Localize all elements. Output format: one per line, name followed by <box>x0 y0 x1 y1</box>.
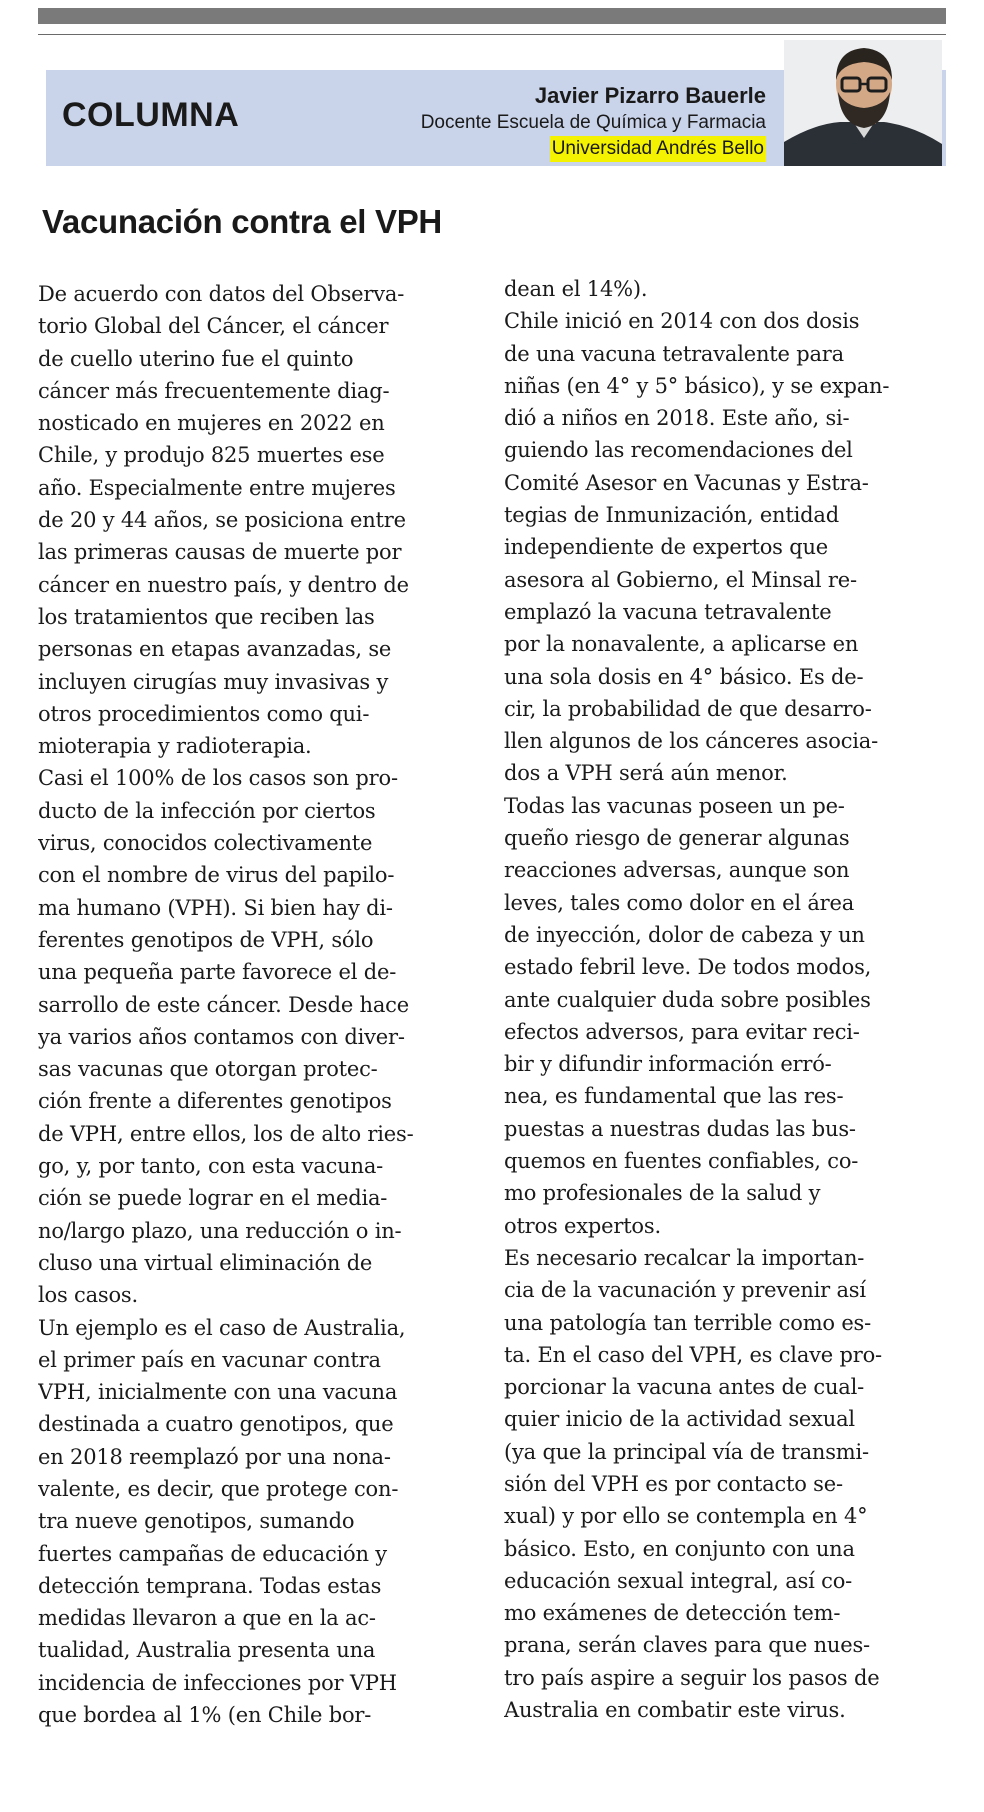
article-text-line: por la nonavalente, a aplicarse en <box>504 632 859 657</box>
article-text-line: Casi el 100% de los casos son pro- <box>38 766 398 791</box>
article-text-line: mo profesionales de la salud y <box>504 1181 821 1206</box>
article-text-line: en 2018 reemplazó por una nona- <box>38 1444 391 1469</box>
article-text-line: Comité Asesor en Vacunas y Estra- <box>504 470 869 495</box>
article-column-right <box>504 273 944 1726</box>
article-headline: Vacunación contra el VPH <box>42 203 442 240</box>
article-text-line: porcionar la vacuna antes de cual- <box>504 1375 865 1400</box>
article-text-line: Todas las vacunas poseen un pe- <box>504 793 845 818</box>
author-byline <box>421 82 766 162</box>
article-text-line: llen algunos de los cánceres asocia- <box>504 729 878 754</box>
article-text-line: Chile inició en 2014 con dos dosis <box>504 309 860 334</box>
article-text-line: incidencia de infecciones por VPH <box>38 1670 397 1695</box>
article-text-line: otros expertos. <box>504 1213 661 1238</box>
article-text-line: sas vacunas que otorgan protec- <box>38 1057 378 1082</box>
article-text-line: cia de la vacunación y prevenir así <box>504 1278 866 1303</box>
article-text-line: Chile, y produjo 825 muertes ese <box>38 443 385 468</box>
article-text-line: de inyección, dolor de cabeza y un <box>504 922 865 947</box>
article-text-line: nea, es fundamental que las res- <box>504 1084 844 1109</box>
article-text-line: Australia en combatir este virus. <box>504 1698 846 1723</box>
article-text-line: bir y difundir información erró- <box>504 1052 832 1077</box>
article-text-line: de cuello uterino fue el quinto <box>38 346 354 371</box>
article-text-line: una patología tan terrible como es- <box>504 1310 872 1335</box>
article-text-line: reacciones adversas, aunque son <box>504 858 850 883</box>
article-text-line: con el nombre de virus del papilo- <box>38 863 395 888</box>
article-text-line: dean el 14%). <box>504 277 648 301</box>
article-text-line: no/largo plazo, una reducción o in- <box>38 1218 402 1243</box>
article-text-line: prana, serán claves para que nues- <box>504 1633 870 1658</box>
article-text-line: una pequeña parte favorece el de- <box>38 960 397 985</box>
article-text-line: cáncer más frecuentemente diag- <box>38 378 390 403</box>
article-text-line: de una vacuna tetravalente para <box>504 341 844 366</box>
author-portrait <box>784 40 942 166</box>
author-role: Docente Escuela de Química y Farmacia <box>420 112 766 133</box>
article-text-line: educación sexual integral, así co- <box>504 1568 853 1593</box>
article-text-line: puestas a nuestras dudas las bus- <box>504 1116 856 1141</box>
article-text-line: cluso una virtual eliminación de <box>38 1250 373 1275</box>
author-portrait-illustration <box>784 40 942 166</box>
article-text-line: de 20 y 44 años, se posiciona entre <box>38 508 406 533</box>
article-text-line: De acuerdo con datos del Observa- <box>38 282 405 306</box>
article-text-line: ante cualquier duda sobre posibles <box>504 987 871 1012</box>
article-text-line: guiendo las recomendaciones del <box>504 438 853 463</box>
article-text-line: detección temprana. Todas estas <box>38 1573 382 1598</box>
article-text-line: Un ejemplo es el caso de Australia, <box>38 1315 406 1340</box>
section-label: COLUMNA <box>62 96 240 134</box>
author-name: Javier Pizarro Bauerle <box>534 83 766 108</box>
article-text-line: ducto de la infección por ciertos <box>38 798 376 823</box>
article-text-line: mo exámenes de detección tem- <box>504 1601 841 1626</box>
article-text-line: go, y, por tanto, con esta vacuna- <box>38 1154 384 1179</box>
article-text-line: sión del VPH es por contacto se- <box>504 1471 843 1496</box>
article-text-line: ta. En el caso del VPH, es clave pro- <box>504 1342 882 1367</box>
article-text-line: emplazó la vacuna tetravalente <box>504 599 832 624</box>
article-text-line: mioterapia y radioterapia. <box>38 734 312 759</box>
article-text-line: independiente de expertos que <box>504 535 829 560</box>
article-text-line: efectos adversos, para evitar reci- <box>504 1019 860 1044</box>
article-text-line: cir, la probabilidad de que desarro- <box>504 696 872 721</box>
article-text-line: dió a niños en 2018. Este año, si- <box>504 406 850 431</box>
article-text-line: las primeras causas de muerte por <box>38 540 402 565</box>
article-text-line: básico. Esto, en conjunto con una <box>504 1536 855 1561</box>
article-text-line: torio Global del Cáncer, el cáncer <box>38 314 389 339</box>
article-text-line: VPH, inicialmente con una vacuna <box>38 1380 398 1405</box>
article-text-line: personas en etapas avanzadas, se <box>38 637 392 662</box>
article-text-line: virus, conocidos colectivamente <box>38 831 373 856</box>
article-text-line: medidas llevaron a que en la ac- <box>38 1606 376 1631</box>
article-text-line: tualidad, Australia presenta una <box>38 1638 376 1663</box>
article-text-line: el primer país en vacunar contra <box>38 1347 381 1372</box>
article-text-line: los casos. <box>38 1283 138 1308</box>
article-text-line: tro país aspire a seguir los pasos de <box>504 1665 880 1690</box>
article-text-line: estado febril leve. De todos modos, <box>504 955 872 980</box>
article-text-line: dos a VPH será aún menor. <box>504 761 788 786</box>
article-text-line: Es necesario recalcar la importan- <box>504 1245 865 1270</box>
article-text-line: otros procedimientos como qui- <box>38 701 370 726</box>
article-text-line: (ya que la principal vía de transmi- <box>504 1439 869 1464</box>
article-text-line: tegias de Inmunización, entidad <box>504 503 839 528</box>
author-university: Universidad Andrés Bello <box>550 136 766 162</box>
article-text-line: cáncer en nuestro país, y dentro de <box>38 572 409 597</box>
article-text-line: los tratamientos que reciben las <box>38 604 375 629</box>
article-text-line: sarrollo de este cáncer. Desde hace <box>38 992 409 1017</box>
article-text-line: destinada a cuatro genotipos, que <box>38 1412 394 1437</box>
article-text-line: quemos en fuentes confiables, co- <box>504 1149 859 1174</box>
article-text-line: queño riesgo de generar algunas <box>504 826 850 851</box>
article-text-line: ya varios años contamos con diver- <box>38 1024 405 1049</box>
article-text-line: ferentes genotipos de VPH, sólo <box>38 927 374 952</box>
article-text-line: leves, tales como dolor en el área <box>504 890 855 915</box>
article-text-line: xual) y por ello se contempla en 4° <box>504 1504 868 1529</box>
article-text-line: de VPH, entre ellos, los de alto ries- <box>38 1121 414 1146</box>
article-text-line: valente, es decir, que protege con- <box>38 1476 399 1501</box>
article-text-line: nosticado en mujeres en 2022 en <box>38 411 385 436</box>
article-column-left <box>38 278 476 1731</box>
article-text-line: asesora al Gobierno, el Minsal re- <box>504 567 857 592</box>
article-text-line: niñas (en 4° y 5° básico), y se expan- <box>504 373 890 398</box>
article-text-line: que bordea al 1% (en Chile bor- <box>38 1703 372 1728</box>
article-text-line: ma humano (VPH). Si bien hay di- <box>38 895 393 920</box>
article-text-line: una sola dosis en 4° básico. Es de- <box>504 664 864 689</box>
article-text-line: tra nueve genotipos, sumando <box>38 1509 355 1534</box>
article-text-line: fuertes campañas de educación y <box>38 1541 387 1566</box>
article-text-line: quier inicio de la actividad sexual <box>504 1407 855 1432</box>
article-text-line: incluyen cirugías muy invasivas y <box>38 669 389 694</box>
article-text-line: año. Especialmente entre mujeres <box>38 475 396 500</box>
article-text-line: ción frente a diferentes genotipos <box>38 1089 392 1114</box>
top-rule-line <box>38 34 946 35</box>
article-text-line: ción se puede lograr en el media- <box>38 1186 388 1211</box>
top-divider-bar <box>38 8 946 24</box>
